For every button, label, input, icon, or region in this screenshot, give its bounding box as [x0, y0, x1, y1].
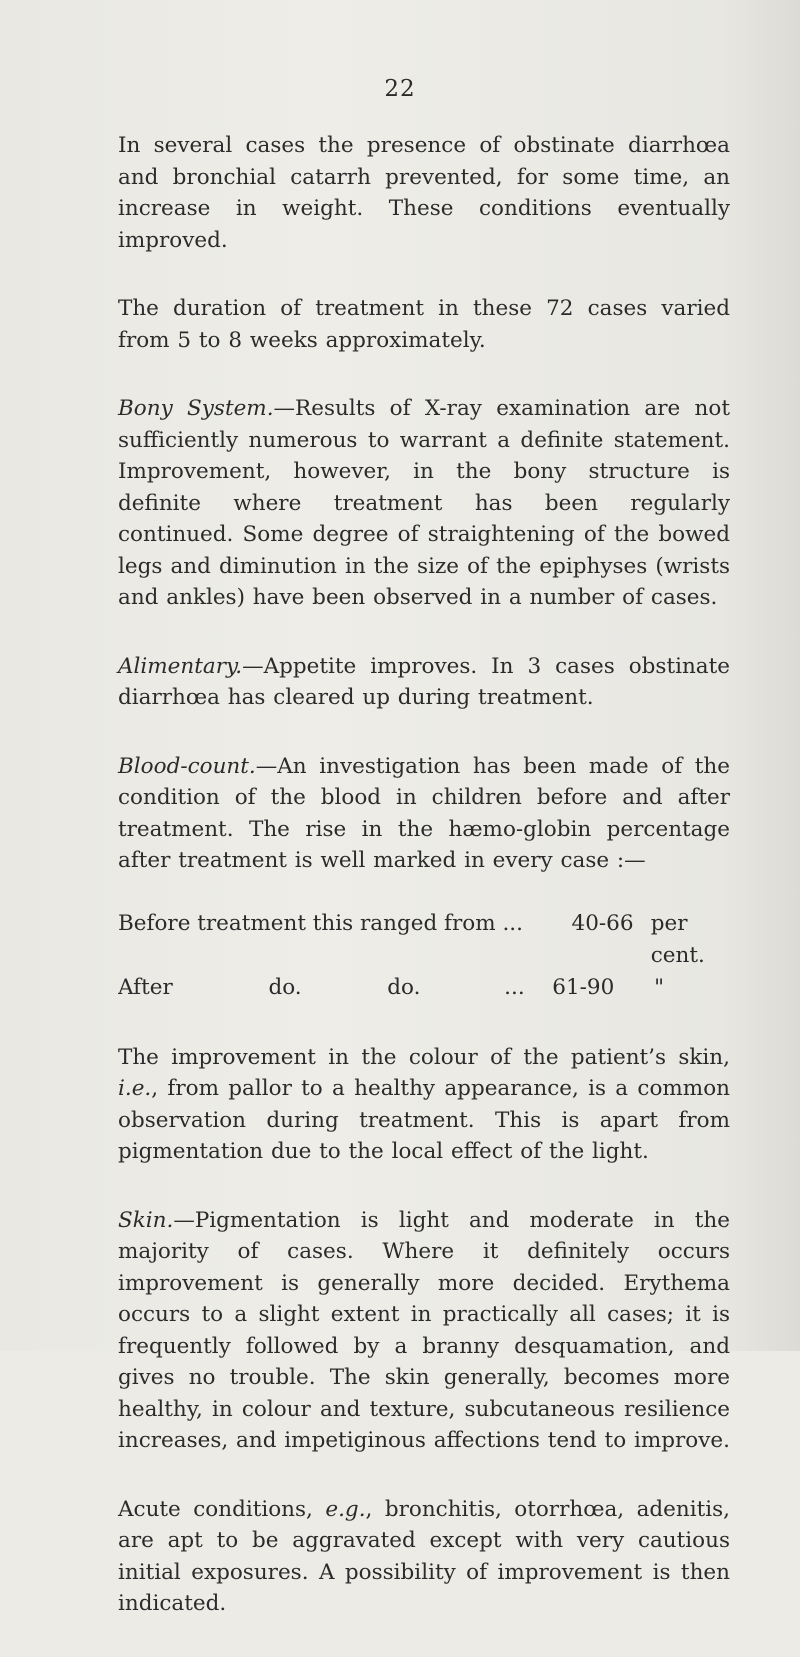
paragraph-blood-count: [118, 751, 730, 877]
table-row-after: [118, 972, 730, 1004]
row-label: [118, 972, 552, 1004]
paragraph-text: —Pigmentation is light and moderate in the majority of cases. Where it definitely occurs improvement is generally more decided. Erythema occurs to a slight extent in practically all cases; it is frequently followed by a branny desquamation, and gives no trouble. The skin generally, becomes more healthy, in colour and texture, subcutaneous resilience increases, and impetiginous affections tend to improve.: [118, 1207, 730, 1453]
haemoglobin-table: [118, 908, 730, 1004]
row-leader-dots: ...: [504, 974, 525, 1000]
paragraph-diarrhoea-catarrh: [118, 130, 730, 256]
row-unit: per cent.: [650, 910, 705, 968]
row-label-text: Before treatment this ranged from ...: [118, 910, 523, 936]
section-heading-alimentary: Alimentary.: [118, 653, 243, 679]
row-value: 61-90: [552, 974, 615, 1000]
paragraph-skin-colour: [118, 1042, 730, 1168]
table-row-before: [118, 908, 730, 972]
ditto-mark: do.: [387, 974, 421, 1000]
paragraph-acute-conditions: [118, 1494, 730, 1620]
paragraph-alimentary: [118, 651, 730, 714]
paragraph-text: —An investigation has been made of the condition of the blood in children before and after treatment. The rise in the hæmo-globin percentage after treatment is well marked in every case :—: [118, 753, 730, 873]
row-label-text: After: [118, 974, 173, 1000]
paragraph-text: , bronchitis, otorrhœa, adenitis, are apt to be aggravated except with very cautious initial exposures. A possibility of improvement is then indicated.: [118, 1496, 731, 1616]
paragraph-bony-system: [118, 393, 730, 614]
section-heading-bony-system: Bony System.: [118, 396, 274, 421]
page-number: 22: [384, 76, 416, 102]
ditto-mark: do.: [268, 974, 302, 1000]
paragraph-text: —Results of X-ray examination are not sufficiently numerous to warrant a definite statement. Improvement, however, in the bony structure is definite where treatment has been regularly continued. Some degree of straightening of the bowed legs and diminution in the size of the epiphyses (wrists and ankles) have been observed in a number of cases.: [118, 396, 730, 610]
paragraph-skin: [118, 1205, 730, 1457]
paragraph-text: , from pallor to a healthy appearance, is a common observation during treatment. This is apart from pigmentation due to the local effect of the light.: [118, 1076, 730, 1164]
paragraph-text: The duration of treatment in these 72 cases varied from 5 to 8 weeks approximately.: [118, 296, 730, 353]
section-heading-blood-count: Blood-count.: [118, 753, 256, 779]
paragraph-treatment-duration: [118, 293, 730, 356]
abbreviation-ie: i.e.: [118, 1076, 152, 1101]
paragraph-text: In several cases the presence of obstinate diarrhœa and bronchial catarrh prevented, for some time, an increase in weight. These conditions eventually improved.: [118, 133, 730, 253]
abbreviation-eg: e.g.: [325, 1496, 366, 1522]
paragraph-text: —Appetite improves. In 3 cases obstinate diarrhœa has cleared up during treatment.: [118, 653, 730, 710]
paragraph-text: Acute conditions,: [118, 1496, 326, 1522]
row-unit: ": [654, 974, 665, 1000]
body-text: [118, 130, 730, 1657]
row-value: 40-66: [571, 910, 634, 936]
section-heading-skin: Skin.: [118, 1207, 174, 1233]
paragraph-text: The improvement in the colour of the patient’s skin,: [118, 1044, 730, 1070]
row-label: [118, 908, 572, 940]
